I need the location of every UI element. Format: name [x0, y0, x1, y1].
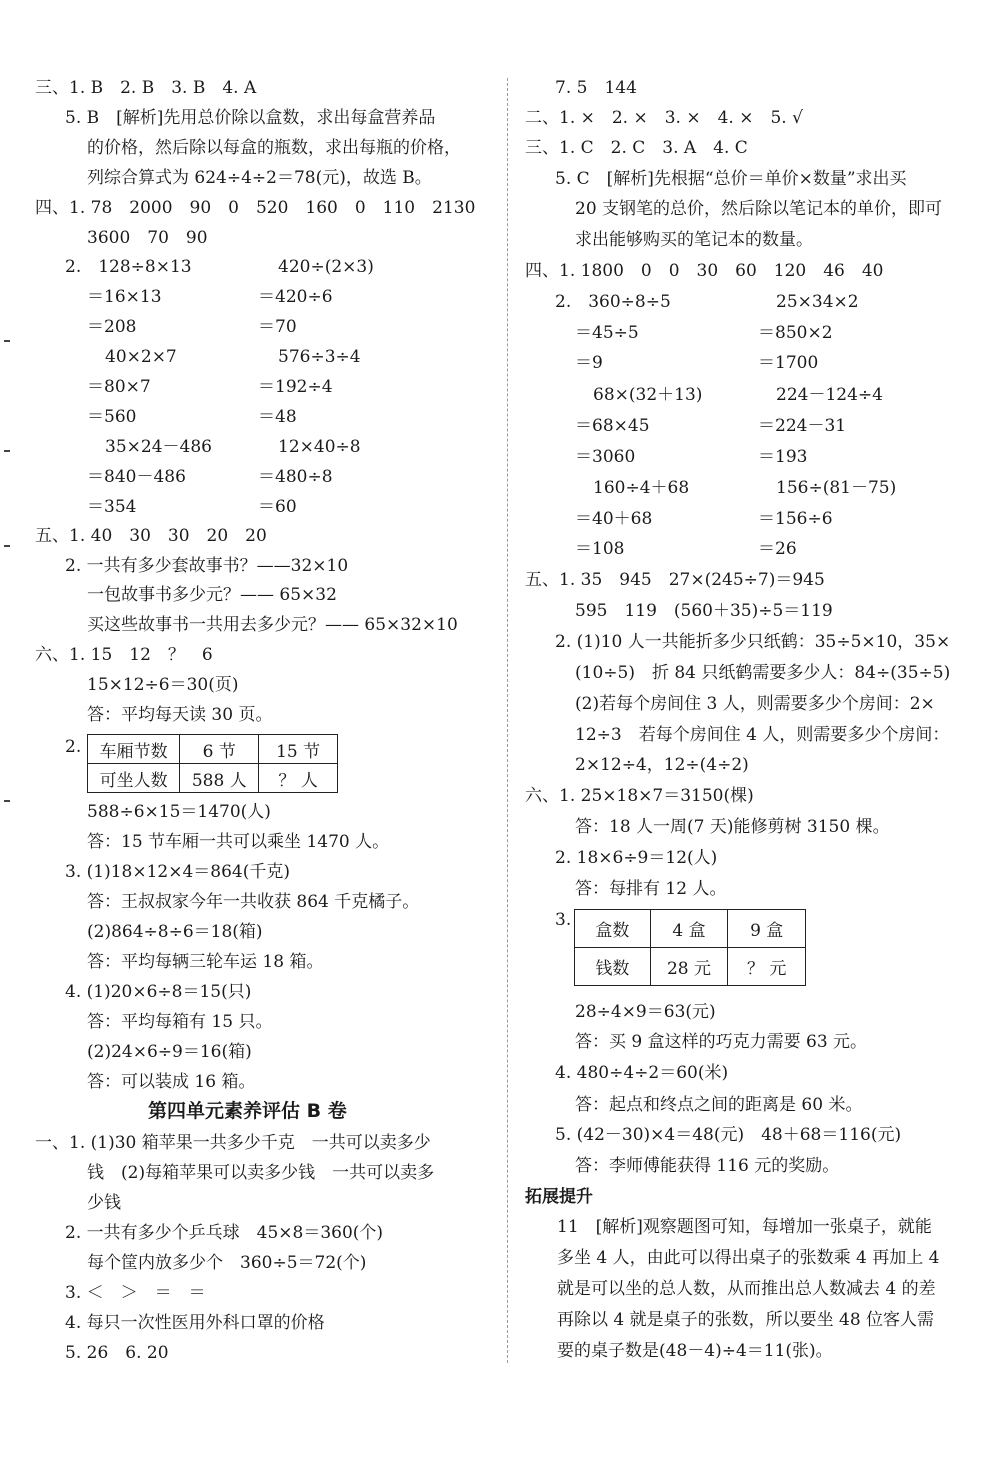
text-line: 的价格，然后除以每盒的瓶数，求出每瓶的价格， — [87, 138, 461, 158]
text-line: ＝45÷5 — [575, 323, 639, 343]
text-line: 2. 一共有多少个乒乓球 45×8＝360(个) — [65, 1223, 384, 1243]
table-cell: 4 盒 — [650, 910, 728, 948]
table-row — [575, 910, 806, 948]
text-line: 595 119 (560＋35)÷5＝119 — [575, 601, 833, 621]
text-line: ＝1700 — [758, 353, 819, 373]
chocolate-table — [574, 909, 806, 986]
table-cell: 钱数 — [575, 948, 651, 986]
text-line: ＝48 — [258, 407, 297, 427]
table-cell: 6 节 — [180, 735, 259, 764]
text-line: 三、1. C 2. C 3. A 4. C — [525, 138, 748, 158]
text-line: (2)若每个房间住 3 人，则需要多少个房间：2× — [575, 694, 935, 714]
text-line: 答：可以装成 16 箱。 — [87, 1072, 256, 1092]
text-line: ＝40＋68 — [575, 509, 653, 529]
carriage-table — [87, 734, 338, 793]
text-line: ＝560 — [87, 407, 137, 427]
binding-mark — [4, 450, 10, 452]
text-line: 2. 128÷8×13 — [65, 257, 192, 277]
text-line: 68×(32＋13) — [593, 385, 703, 405]
text-line: 3. (1)18×12×4＝864(千克) — [65, 862, 290, 882]
text-line: 2. (1)10 人一共能折多少只纸鹤：35÷5×10，35× — [555, 632, 951, 652]
text-line: (2)864÷8÷6＝18(箱) — [87, 922, 263, 942]
text-line: ＝420÷6 — [258, 287, 333, 307]
text-line: 答：买 9 盒这样的巧克力需要 63 元。 — [575, 1032, 868, 1052]
text-line: ＝108 — [575, 539, 625, 559]
text-line: ＝840－486 — [87, 467, 186, 487]
text-line: 12×40÷8 — [278, 437, 361, 457]
text-line: 3. — [555, 910, 572, 930]
text-line: 588÷6×15＝1470(人) — [87, 802, 271, 822]
text-line: ＝3060 — [575, 447, 636, 467]
text-line: 六、1. 25×18×7＝3150(棵) — [525, 786, 754, 806]
text-line: 答：平均每辆三轮车运 18 箱。 — [87, 952, 324, 972]
text-line: 5. (42－30)×4＝48(元) 48＋68＝116(元) — [555, 1125, 902, 1145]
text-line: 2×12÷4，12÷(4÷2) — [575, 755, 749, 775]
text-line: 3. ＜ ＞ ＝ ＝ — [65, 1283, 206, 1303]
text-line: 25×34×2 — [776, 292, 859, 312]
text-line: ＝354 — [87, 497, 137, 517]
text-line: ＝80×7 — [87, 377, 151, 397]
text-line: 二、1. × 2. × 3. × 4. × 5. √ — [525, 108, 803, 128]
text-line: 求出能够购买的笔记本的数量。 — [575, 230, 813, 250]
text-line: ＝60 — [258, 497, 297, 517]
text-line: ＝850×2 — [758, 323, 833, 343]
table-cell: ？ 人 — [259, 764, 338, 793]
table-cell: 盒数 — [575, 910, 651, 948]
table-row — [88, 735, 338, 764]
text-line: 答：李师傅能获得 116 元的奖励。 — [575, 1156, 840, 1176]
text-line: 少钱 — [87, 1193, 121, 1213]
text-line: 四、1. 78 2000 90 0 520 160 0 110 2130 — [35, 198, 476, 218]
binding-mark — [4, 545, 10, 547]
text-line: ＝26 — [758, 539, 797, 559]
table-cell: 588 人 — [180, 764, 259, 793]
text-line: ＝224－31 — [758, 416, 847, 436]
text-line: 答：平均每箱有 15 只。 — [87, 1012, 273, 1032]
text-line: 4. (1)20×6÷8＝15(只) — [65, 982, 252, 1002]
text-line: 15×12÷6＝30(页) — [87, 675, 239, 695]
text-line: 五、1. 40 30 30 20 20 — [35, 526, 267, 546]
text-line: 2. 18×6÷9＝12(人) — [555, 848, 718, 868]
binding-mark — [4, 340, 10, 342]
text-line: 11 [解析]观察题图可知，每增加一张桌子，就能 — [557, 1217, 932, 1237]
table-row — [88, 764, 338, 793]
table-cell: 9 盒 — [728, 910, 806, 948]
text-line: 四、1. 1800 0 0 30 60 120 46 40 — [525, 261, 884, 281]
text-line: 2. — [65, 737, 82, 757]
text-line: 3600 70 90 — [87, 228, 208, 248]
text-line: 156÷(81－75) — [776, 478, 897, 498]
text-line: 40×2×7 — [105, 347, 177, 367]
text-line: 160÷4＋68 — [593, 478, 690, 498]
text-line: ＝16×13 — [87, 287, 162, 307]
text-line: 20 支钢笔的总价，然后除以笔记本的单价，即可 — [575, 199, 943, 219]
text-line: ＝480÷8 — [258, 467, 333, 487]
text-line: ＝193 — [758, 447, 808, 467]
text-line: 224－124÷4 — [776, 385, 883, 405]
text-line: 7. 5 144 — [555, 78, 637, 98]
table-cell: 可坐人数 — [88, 764, 180, 793]
text-line: 4. 480÷4÷2＝60(米) — [555, 1063, 729, 1083]
text-line: 420÷(2×3) — [278, 257, 374, 277]
text-line: 5. B [解析]先用总价除以盒数，求出每盒营养品 — [65, 108, 436, 128]
text-line: 2. 360÷8÷5 — [555, 292, 671, 312]
text-line: 再除以 4 就是桌子的张数，所以要坐 48 位客人需 — [557, 1310, 935, 1330]
text-line: 每个筐内放多少个 360÷5＝72(个) — [87, 1253, 367, 1273]
column-divider — [507, 78, 508, 1363]
text-line: 多坐 4 人，由此可以得出桌子的张数乘 4 再加上 4 — [557, 1248, 940, 1268]
text-line: ＝9 — [575, 353, 603, 373]
text-line: 2. 一共有多少套故事书？——32×10 — [65, 556, 349, 576]
text-line: 一、1. (1)30 箱苹果一共多少千克 一共可以卖多少 — [35, 1133, 431, 1153]
binding-mark — [4, 800, 10, 802]
text-line: ＝156÷6 — [758, 509, 833, 529]
text-line: 五、1. 35 945 27×(245÷7)＝945 — [525, 570, 825, 590]
text-line: (2)24×6÷9＝16(箱) — [87, 1042, 252, 1062]
text-line: 35×24－486 — [105, 437, 212, 457]
text-line: 答：王叔叔家今年一共收获 864 千克橘子。 — [87, 892, 420, 912]
text-line: ＝68×45 — [575, 416, 650, 436]
text-line: ＝192÷4 — [258, 377, 333, 397]
text-line: 5. C [解析]先根据“总价＝单价×数量”求出买 — [555, 169, 907, 189]
text-line: 一包故事书多少元？—— 65×32 — [87, 585, 337, 605]
section-title-unit4-b: 第四单元素养评估 B 卷 — [148, 1100, 347, 1122]
table-cell: 28 元 — [650, 948, 728, 986]
text-line: 六、1. 15 12 ？ 6 — [35, 645, 213, 665]
table-cell: 车厢节数 — [88, 735, 180, 764]
text-line: (10÷5) 折 84 只纸鹤需要多少人：84÷(35÷5) — [575, 663, 951, 683]
text-line: 答：平均每天读 30 页。 — [87, 705, 273, 725]
section-title-extension: 拓展提升 — [525, 1187, 593, 1207]
text-line: 答：起点和终点之间的距离是 60 米。 — [575, 1095, 863, 1115]
text-line: ＝208 — [87, 317, 137, 337]
text-line: 答：18 人一周(7 天)能修剪树 3150 棵。 — [575, 817, 890, 837]
table-row — [575, 948, 806, 986]
text-line: 列综合算式为 624÷4÷2＝78(元)，故选 B。 — [87, 168, 432, 188]
text-line: 要的桌子数是(48－4)÷4＝11(张)。 — [557, 1341, 833, 1361]
table-cell: ？ 元 — [728, 948, 806, 986]
text-line: ＝70 — [258, 317, 297, 337]
text-line: 三、1. B 2. B 3. B 4. A — [35, 78, 257, 98]
text-line: 576÷3÷4 — [278, 347, 361, 367]
table-cell: 15 节 — [259, 735, 338, 764]
text-line: 12÷3 若每个房间住 4 人，则需要多少个房间： — [575, 725, 950, 745]
text-line: 5. 26 6. 20 — [65, 1343, 169, 1363]
text-line: 4. 每只一次性医用外科口罩的价格 — [65, 1313, 325, 1333]
text-line: 答：15 节车厢一共可以乘坐 1470 人。 — [87, 832, 390, 852]
text-line: 钱 (2)每箱苹果可以卖多少钱 一共可以卖多 — [87, 1163, 435, 1183]
text-line: 答：每排有 12 人。 — [575, 879, 727, 899]
text-line: 28÷4×9＝63(元) — [575, 1002, 716, 1022]
text-line: 就是可以坐的总人数，从而推出总人数减去 4 的差 — [557, 1279, 936, 1299]
text-line: 买这些故事书一共用去多少元？—— 65×32×10 — [87, 615, 458, 635]
